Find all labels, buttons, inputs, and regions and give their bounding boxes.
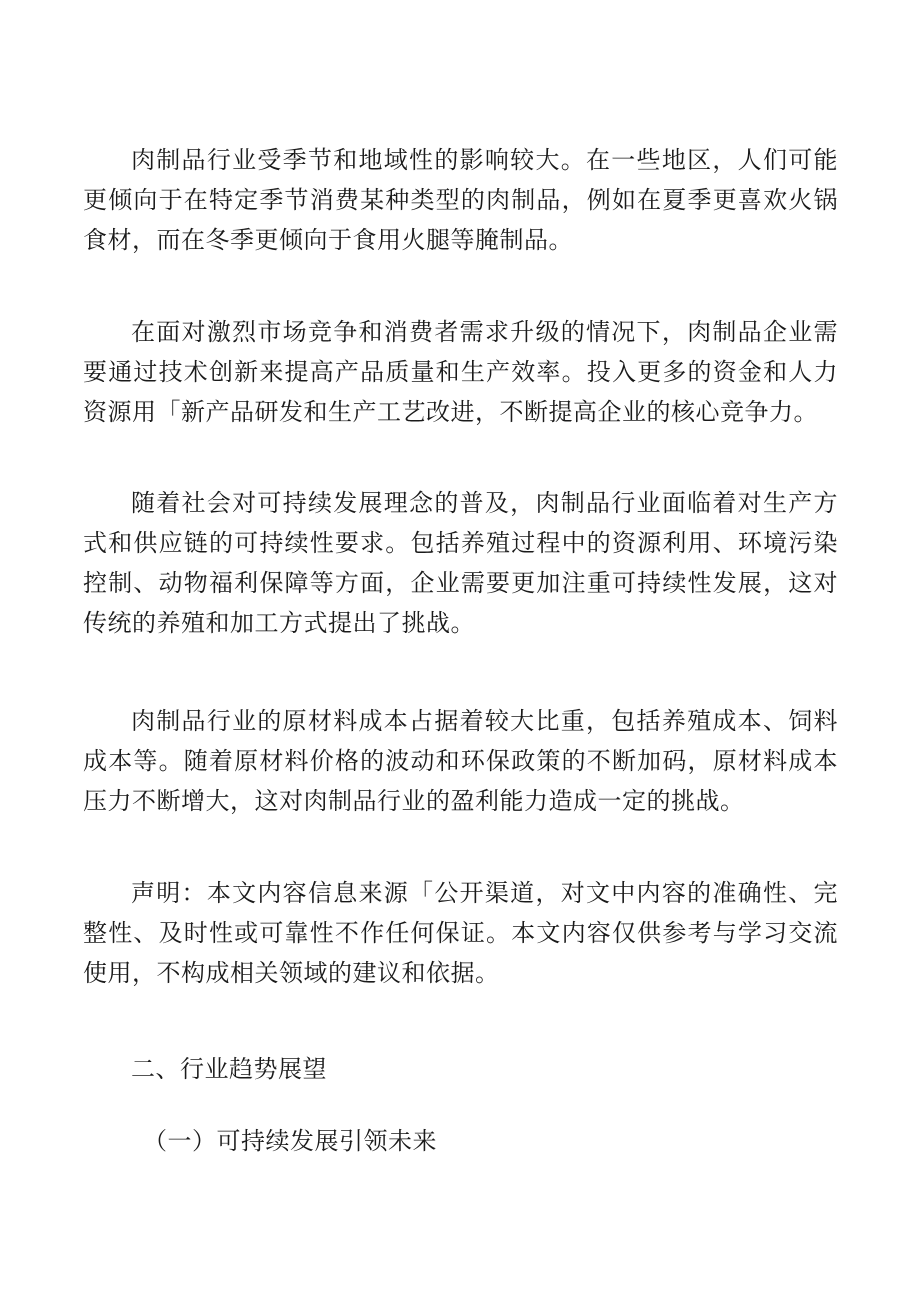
paragraph-innovation: 在面对激烈市场竞争和消费者需求升级的情况下，肉制品企业需要通过技术创新来提高产品质量和生产效率。投入更多的资金和人力资源用「新产品研发和生产工艺改进，不断提高企业的核心竞争力。 xyxy=(83,318,838,426)
paragraph-disclaimer: 声明：本文内容信息来源「公开渠道，对文中内容的准确性、完整性、及时性或可靠性不作任何保证。本文内容仅供参考与学习交流使用，不构成相关领域的建议和依据。 xyxy=(83,879,838,987)
paragraph-raw-material-cost: 肉制品行业的原材料成本占据着较大比重，包括养殖成本、饲料成本等。随着原材料价格的波动和环保政策的不断加码，原材料成本压力不断增大，这对肉制品行业的盈利能力造成一定的挑战。 xyxy=(83,707,838,815)
section-heading: 二、行业趋势展望 xyxy=(131,1055,327,1083)
paragraph-seasonality: 肉制品行业受季节和地域性的影响较大。在一些地区，人们可能更倾向于在特定季节消费某种类型的肉制品，例如在夏季更喜欢火锅食材，而在冬季更倾向于食用火腿等腌制品。 xyxy=(83,146,838,254)
subsection-heading: （一）可持续发展引领未来 xyxy=(143,1127,437,1155)
paragraph-sustainability: 随着社会对可持续发展理念的普及，肉制品行业面临着对生产方式和供应链的可持续性要求。包括养殖过程中的资源利用、环境污染控制、动物福利保障等方面，企业需要更加注重可持续性发展，这对传统的养殖和加工方式提出了挑战。 xyxy=(83,489,838,637)
